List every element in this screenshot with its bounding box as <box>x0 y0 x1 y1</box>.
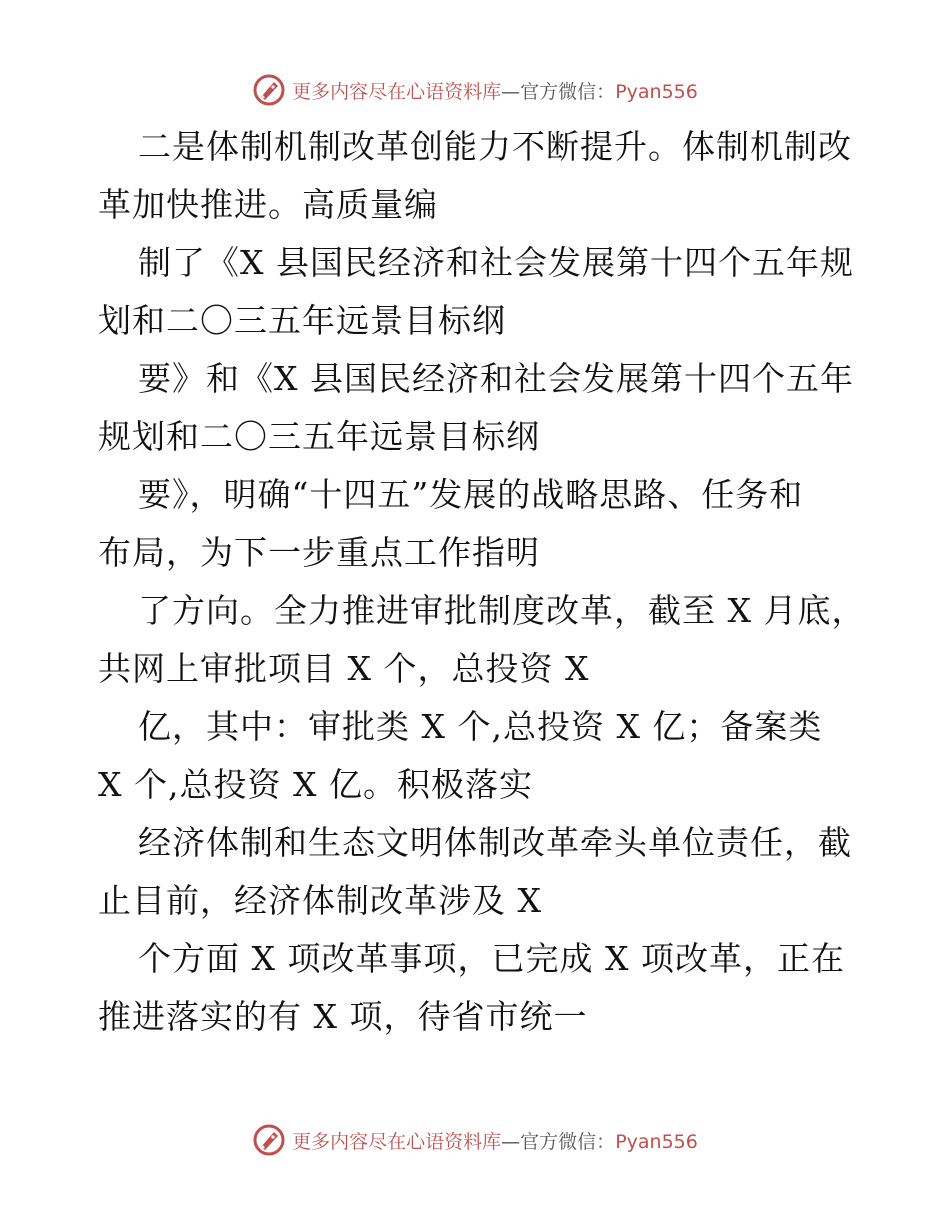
text-line: 共网上审批项目 X 个，总投资 X <box>98 649 590 688</box>
paragraph-5 <box>98 582 866 698</box>
header-banner-inner <box>252 73 698 107</box>
text-line: 划和二〇三五年远景目标纲 <box>98 301 506 340</box>
header-banner-text <box>292 77 698 104</box>
text-line: 亿，其中：审批类 X 个,总投资 X 亿；备案类 <box>138 707 823 746</box>
text-line: 经济体制和生态文明体制改革牵头单位责任，截 <box>138 823 852 862</box>
text-line: 规划和二〇三五年远景目标纲 <box>98 417 540 456</box>
footer-wechat-label: 官方微信： <box>520 1130 616 1153</box>
footer-banner <box>0 1120 950 1160</box>
text-line: 制了《X 县国民经济和社会发展第十四个五年规 <box>138 243 854 282</box>
paragraph-2 <box>98 234 858 350</box>
paragraph-4 <box>98 466 858 582</box>
header-site-name: 更多内容尽在心语资料库 <box>292 80 502 103</box>
text-line: 革加快推进。高质量编 <box>98 185 438 224</box>
text-line: 要》，明确“十四五”发展的战略思路、任务和 <box>138 475 804 514</box>
footer-wechat-id: Pyan556 <box>615 1130 698 1153</box>
paragraph-1 <box>98 118 858 234</box>
footer-site-name: 更多内容尽在心语资料库 <box>292 1130 502 1153</box>
header-banner <box>0 70 950 110</box>
footer-banner-inner <box>252 1123 698 1157</box>
header-wechat-label: 官方微信： <box>520 80 616 103</box>
paragraph-6 <box>98 698 858 814</box>
paragraph-7 <box>98 814 858 930</box>
header-wechat-id: Pyan556 <box>615 80 698 103</box>
text-line: 要》和《X 县国民经济和社会发展第十四个五年 <box>138 359 854 398</box>
paragraph-8 <box>98 930 858 1046</box>
text-line: 布局，为下一步重点工作指明 <box>98 533 540 572</box>
pen-nib-logo-icon <box>252 1123 286 1157</box>
text-line: 推进落实的有 X 项，待省市统一 <box>98 997 588 1036</box>
header-dash: — <box>501 80 521 103</box>
paragraph-3 <box>98 350 858 466</box>
footer-banner-text <box>292 1127 698 1154</box>
text-line: 个方面 X 项改革事项，已完成 X 项改革，正在 <box>138 939 845 978</box>
document-body <box>98 118 866 1046</box>
text-line: 二是体制机制改革创能力不断提升。体制机制改 <box>138 127 852 166</box>
pen-nib-logo-icon <box>252 73 286 107</box>
text-line: X 个,总投资 X 亿。积极落实 <box>98 765 533 804</box>
footer-dash: — <box>501 1130 521 1153</box>
text-line: 止目前，经济体制改革涉及 X <box>98 881 542 920</box>
text-line: 了方向。全力推进审批制度改革，截至 X 月底， <box>138 591 866 630</box>
